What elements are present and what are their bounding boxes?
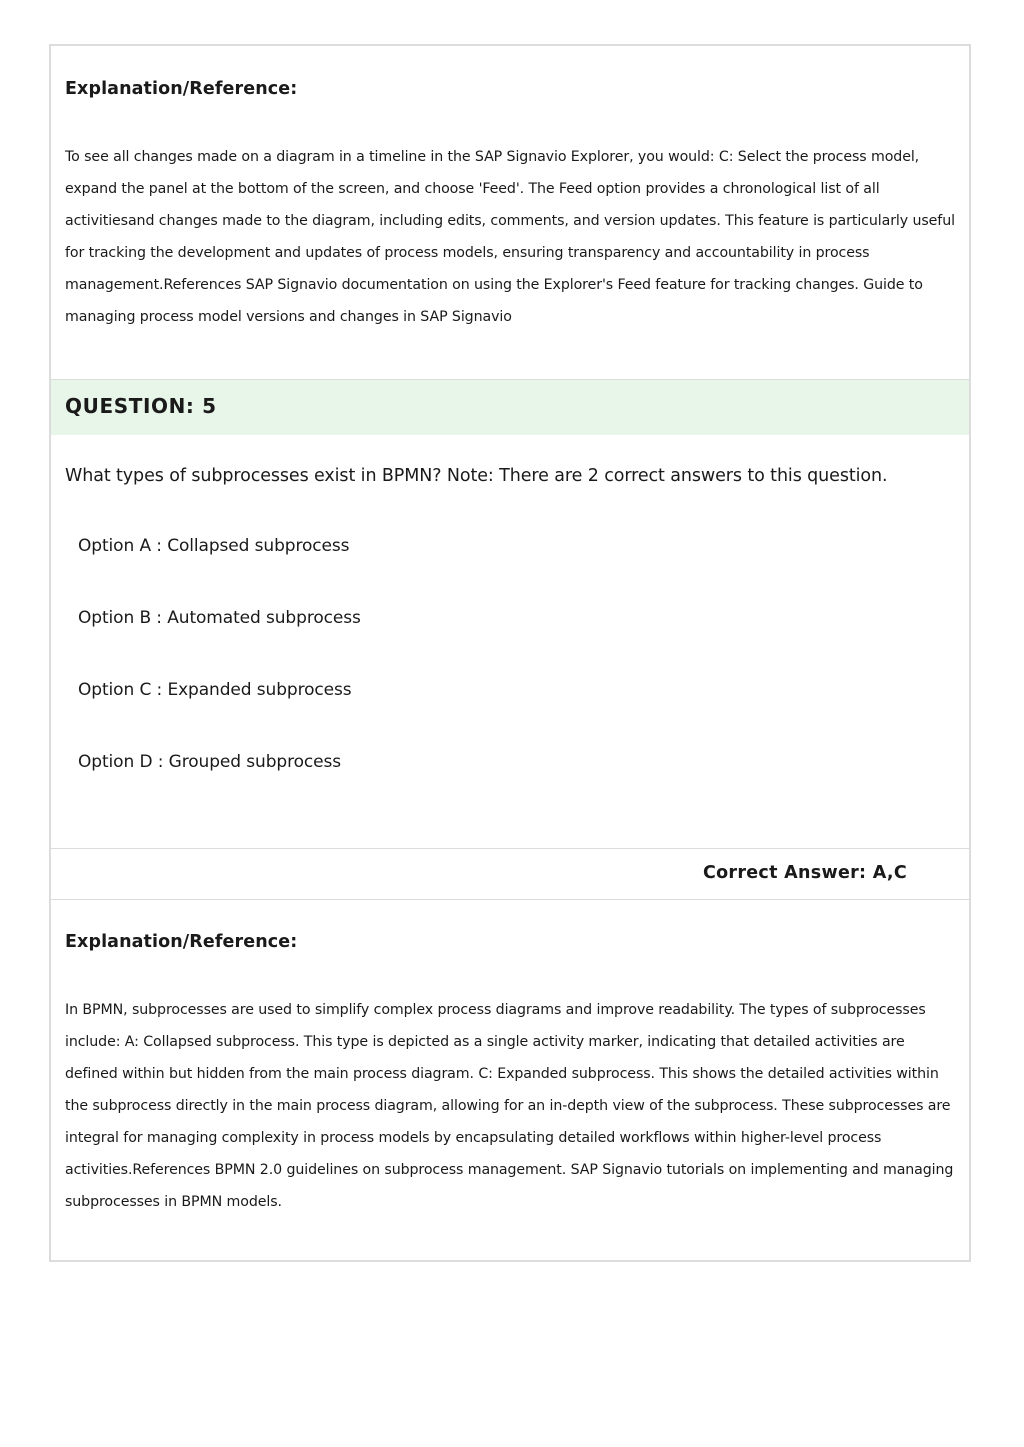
explanation-heading: Explanation/Reference:	[65, 932, 298, 952]
option-d: Option D : Grouped subprocess	[78, 752, 342, 772]
explanation-text: In BPMN, subprocesses are used to simplify complex process diagrams and improve readability. The types of subprocesses include: A: Collapsed subprocess. This type is depicted as a single activity marker, indicating that detailed activities are defined within but hidden from the main process diagram. C: Expanded subprocess. This shows the detailed activities within the subprocess directly in the main process diagram, allowing for an in-depth view of the subprocess. These subprocesses are integral for managing complexity in process models by encapsulating detailed workflows within higher-level process activities.References BPMN 2.0 guidelines on subprocess management. SAP Signavio tutorials on implementing and managing subprocesses in BPMN models.	[65, 1002, 954, 1210]
explanation-heading: Explanation/Reference:	[65, 79, 298, 99]
correct-answer-row	[51, 848, 969, 900]
question-card	[49, 44, 971, 1262]
option-a: Option A : Collapsed subprocess	[78, 536, 350, 556]
question-title: QUESTION: 5	[65, 394, 217, 418]
option-c: Option C : Expanded subprocess	[78, 680, 352, 700]
question-text: What types of subprocesses exist in BPMN? Note: There are 2 correct answers to this question.	[65, 466, 888, 486]
explanation-text: To see all changes made on a diagram in a timeline in the SAP Signavio Explorer, you would: C: Select the process model, expand the panel at the bottom of the screen, and choose 'Feed'. The Feed option provides a chronological list of all activitiesand changes made to the diagram, including edits, comments, and version updates. This feature is particularly useful for tracking the development and updates of process models, ensuring transparency and accountability in process management.References SAP Signavio documentation on using the Explorer's Feed feature for tracking changes. Guide to managing process model versions and changes in SAP Signavio	[65, 149, 955, 325]
correct-answer: Correct Answer: A,C	[702, 863, 907, 883]
question-header	[51, 379, 969, 435]
option-b: Option B : Automated subprocess	[78, 608, 361, 628]
